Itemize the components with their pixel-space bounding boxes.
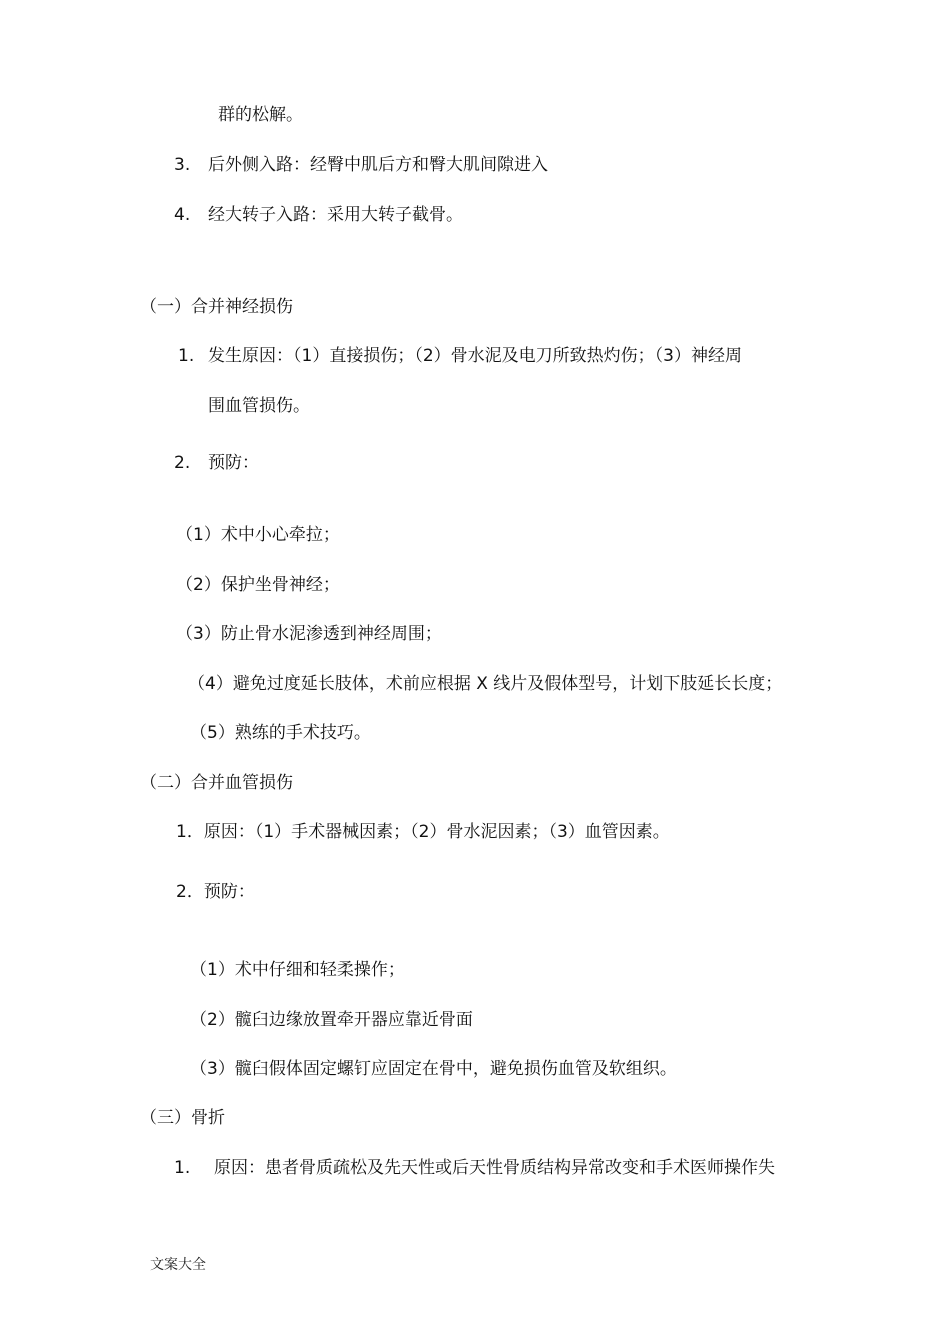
list-text: 发生原因：（1）直接损伤；（2）骨水泥及电刀所致热灼伤；（3）神经周 (208, 346, 742, 366)
list-text: 经大转子入路：采用大转子截骨。 (208, 205, 463, 225)
text-line: 群的松解。 (218, 105, 303, 125)
sub-item: （1）术中小心牵拉； (176, 525, 340, 545)
section-heading: （一）合并神经损伤 (140, 297, 293, 317)
list-number: 2. (174, 453, 191, 473)
list-number: 3. (174, 155, 191, 175)
list-item (178, 345, 742, 367)
sub-item: （1）术中仔细和轻柔操作； (190, 960, 405, 980)
list-number: 1. (178, 346, 195, 366)
sub-item: （3）防止骨水泥渗透到神经周围； (176, 624, 442, 644)
list-number: 4. (174, 205, 191, 225)
page-footer: 文案大全 (150, 1257, 206, 1273)
list-item (174, 204, 463, 226)
sub-item: （2）髋臼边缘放置牵开器应靠近骨面 (190, 1010, 473, 1030)
list-item: 2．预防： (176, 882, 255, 902)
list-text: 原因：患者骨质疏松及先天性或后天性骨质结构异常改变和手术医师操作失 (214, 1158, 775, 1178)
list-item (174, 1157, 775, 1179)
list-item (174, 452, 259, 474)
list-text: 后外侧入路：经臀中肌后方和臀大肌间隙进入 (208, 155, 548, 175)
sub-item: （2）保护坐骨神经； (176, 575, 340, 595)
list-item: 1．原因：（1）手术器械因素；（2）骨水泥因素；（3）血管因素。 (176, 822, 670, 842)
section-heading: （三）骨折 (140, 1108, 225, 1128)
list-item (174, 154, 548, 176)
sub-item: （5）熟练的手术技巧。 (190, 723, 371, 743)
list-text: 预防： (208, 453, 259, 473)
section-heading: （二）合并血管损伤 (140, 773, 293, 793)
sub-item: （3）髋臼假体固定螺钉应固定在骨中，避免损伤血管及软组织。 (190, 1059, 677, 1079)
list-number: 1. (174, 1158, 191, 1178)
sub-item: （4）避免过度延长肢体，术前应根据 X 线片及假体型号，计划下肢延长长度； (188, 674, 783, 694)
text-line: 围血管损伤。 (208, 396, 310, 416)
